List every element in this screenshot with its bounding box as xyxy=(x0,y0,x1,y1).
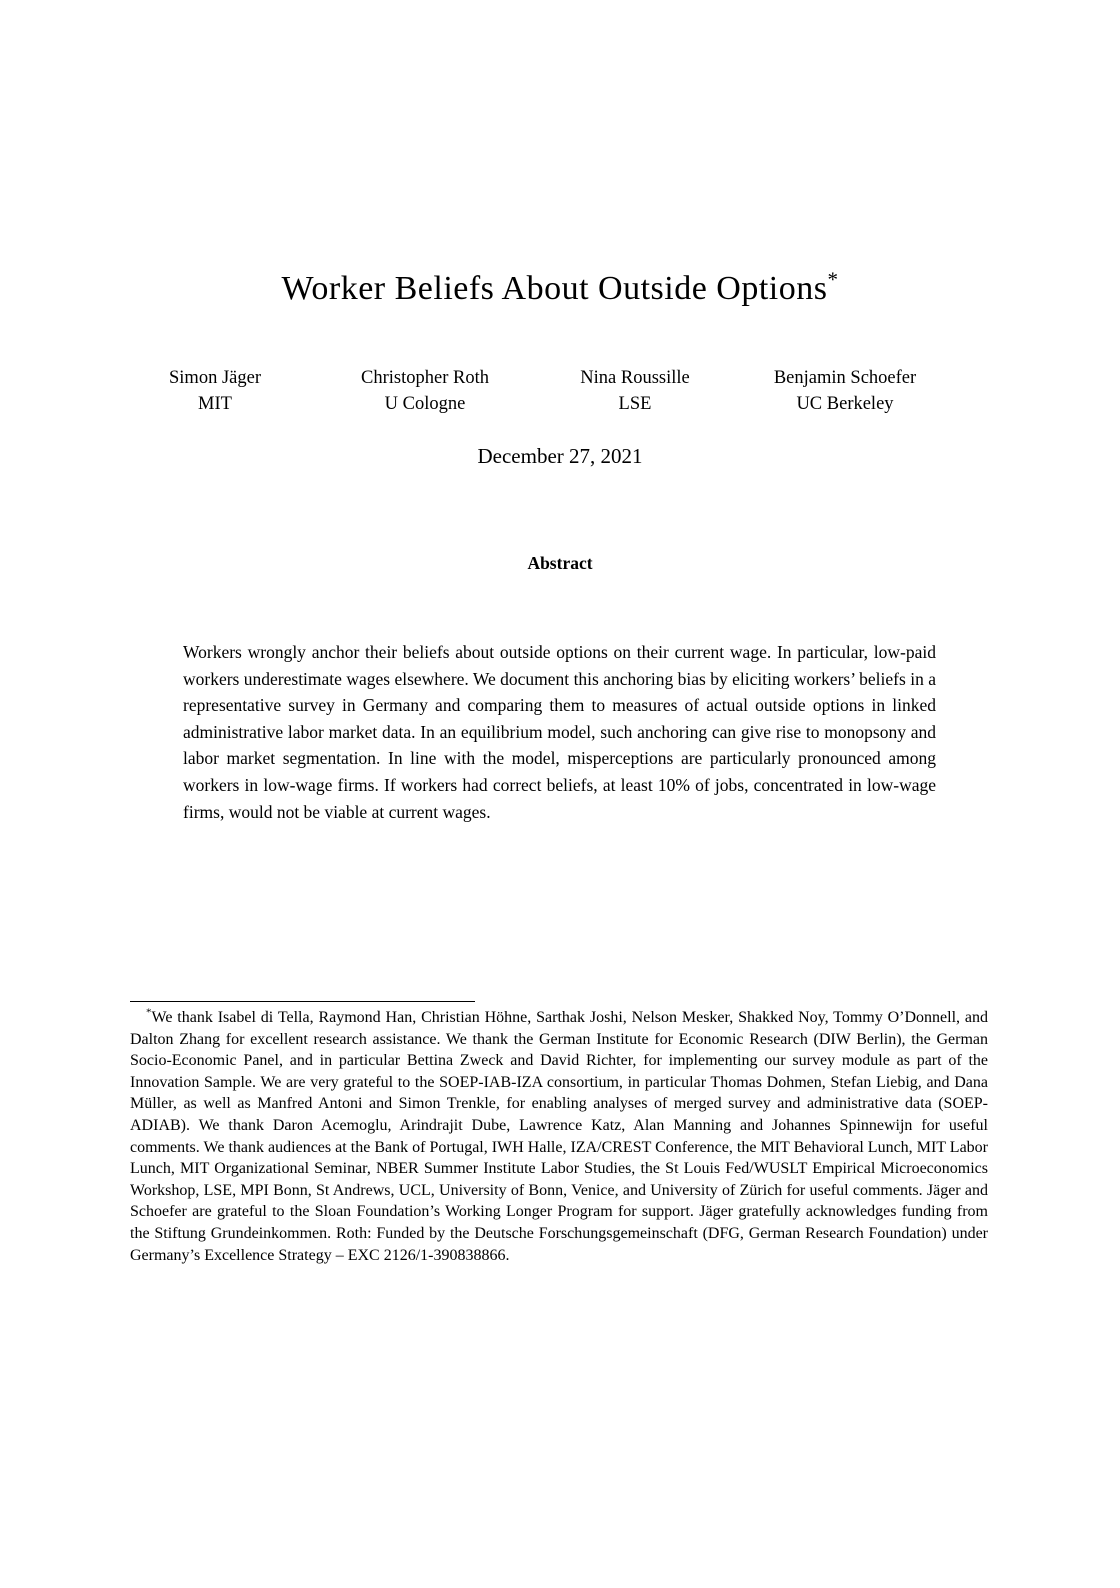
paper-date: December 27, 2021 xyxy=(477,444,643,468)
author-affiliation: UC Berkeley xyxy=(796,394,894,414)
author-name: Christopher Roth xyxy=(361,368,489,388)
author-christopher-roth xyxy=(320,365,530,417)
author-affiliation: U Cologne xyxy=(384,394,466,414)
footnote-marker: * xyxy=(146,1006,152,1019)
authors-row xyxy=(110,365,950,417)
footnote-text: We thank Isabel di Tella, Raymond Han, Christian Höhne, Sarthak Joshi, Nelson Mesker, Shakked Noy, Tommy O’Donnell, and Dalton Zhang for excellent research assistance. We thank the German Institute for Economic Research (DIW Berlin), the German Socio-Economic Panel, and in particular Bettina Zweck and David Richter, for implementing our survey module as part of the Innovation Sample. We are very grateful to the SOEP-IAB-IZA consortium, in particular Thomas Dohmen, Stefan Liebig, and Dana Müller, as well as Manfred Antoni and Simon Trenkle, for enabling analyses of merged survey and administrative data (SOEP-ADIAB). We thank Daron Acemoglu, Arindrajit Dube, Lawrence Katz, Alan Manning and Johannes Spinnewijn for useful comments. We thank audiences at the Bank of Portugal, IWH Halle, IZA/CREST Conference, the MIT Behavioral Lunch, MIT Labor Lunch, MIT Organizational Seminar, NBER Summer Institute Labor Studies, the St Louis Fed/WUSLT Empirical Microeconomics Workshop, LSE, MPI Bonn, St Andrews, UCL, University of Bonn, Venice, and University of Zürich for useful comments. Jäger and Schoefer are grateful to the Sloan Foundation’s Working Longer Program for support. Jäger gratefully acknowledges funding from the Stiftung Grundeinkommen. Roth: Funded by the Deutsche Forschungsgemeinschaft (DFG, German Research Foundation) under Germany’s Excellence Strategy – EXC 2126/1-390838866. xyxy=(130,1009,988,1264)
author-affiliation: MIT xyxy=(198,394,232,414)
author-benjamin-schoefer xyxy=(740,365,950,417)
author-name: Benjamin Schoefer xyxy=(773,368,917,388)
footnote-block xyxy=(130,1007,988,1266)
author-nina-roussille xyxy=(530,365,740,417)
abstract-heading: Abstract xyxy=(527,553,593,573)
author-name: Simon Jäger xyxy=(169,368,261,388)
paper-title-text: Worker Beliefs About Outside Options xyxy=(281,270,828,307)
author-name: Nina Roussille xyxy=(580,368,690,388)
paper-title xyxy=(0,268,1120,311)
title-footnote-marker: * xyxy=(827,267,839,292)
footnote-paragraph xyxy=(130,1007,988,1266)
footnote-rule xyxy=(130,1001,475,1002)
author-simon-jaeger xyxy=(110,365,320,417)
author-affiliation: LSE xyxy=(618,394,652,414)
abstract-text: Workers wrongly anchor their beliefs about outside options on their current wage. In particular, low-paid workers underestimate wages elsewhere. We document this anchoring bias by eliciting workers’ beliefs in a representative survey in Germany and comparing them to measures of actual outside options in linked administrative labor market data. In an equilibrium model, such anchoring can give rise to monopsony and labor market segmentation. In line with the model, misperceptions are particularly pronounced among workers in low-wage firms. If workers had correct beliefs, at least 10% of jobs, concentrated in low-wage firms, would not be viable at current wages. xyxy=(183,642,936,822)
